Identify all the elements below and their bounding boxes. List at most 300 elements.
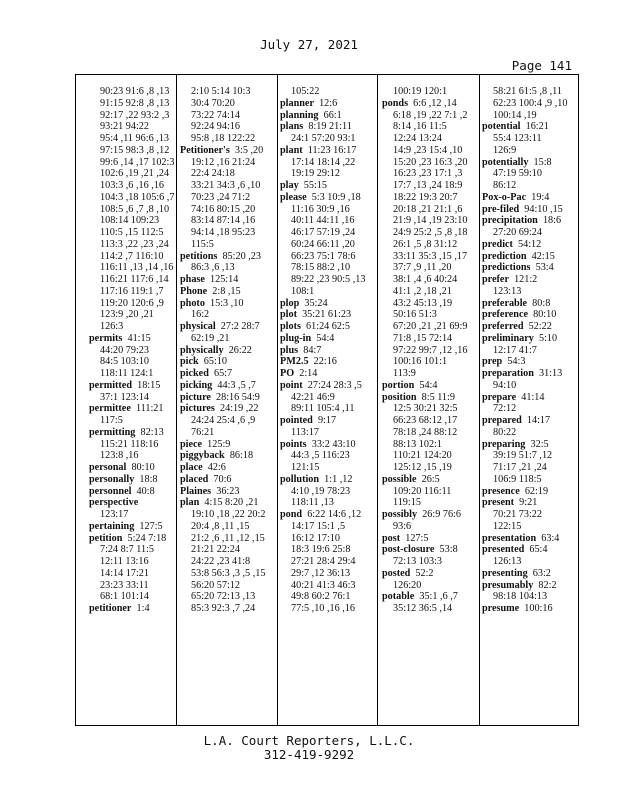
index-continuation: 126:13 bbox=[493, 556, 522, 567]
index-headword bbox=[180, 462, 277, 474]
index-headword bbox=[280, 356, 377, 368]
index-headword bbox=[280, 380, 377, 392]
page-line-ref: 44:3 ,5 ,7 bbox=[212, 379, 256, 391]
page-line-ref: 65:7 bbox=[208, 368, 233, 379]
page-line-ref: 80:10 bbox=[126, 462, 155, 473]
index-continuation: 74:16 80:15 ,20 bbox=[191, 203, 256, 215]
page-line-ref: 61:24 62:5 bbox=[300, 321, 350, 332]
page-line-ref: 26:5 bbox=[416, 473, 440, 485]
headword-term: presume bbox=[482, 603, 520, 614]
page-line-ref: 127:5 bbox=[400, 532, 429, 544]
index-continuation: 94:10 bbox=[493, 379, 517, 391]
index-continuation: 92:17 ,22 93:2 ,3 bbox=[100, 109, 170, 121]
index-headword bbox=[382, 544, 479, 556]
index-continuation: 84:5 103:10 bbox=[100, 356, 149, 368]
index-continuation: 12:17 41:7 bbox=[493, 344, 537, 356]
headword-term: position bbox=[382, 391, 417, 403]
headword-term: predictions bbox=[482, 262, 531, 274]
page-line-ref: 28:16 54:9 bbox=[210, 391, 260, 403]
index-headword bbox=[482, 121, 580, 133]
index-continuation: 78:15 88:2 ,10 bbox=[291, 262, 351, 274]
index-headword bbox=[482, 368, 580, 380]
index-continuation: 80:22 bbox=[493, 426, 517, 438]
index-continuation: 58:21 61:5 ,8 ,11 bbox=[493, 86, 562, 97]
index-headword bbox=[180, 274, 277, 286]
index-continuation: 86:12 bbox=[493, 180, 517, 191]
headword-term: presence bbox=[482, 485, 520, 497]
index-headword bbox=[280, 121, 377, 133]
index-column-3 bbox=[277, 75, 377, 725]
headword-term: please bbox=[280, 191, 307, 203]
index-continuation: 85:3 92:3 ,7 ,24 bbox=[191, 603, 256, 614]
index-continuation: 37:1 123:14 bbox=[100, 391, 149, 403]
page-line-ref: 36:23 bbox=[211, 485, 240, 497]
index-headword bbox=[280, 180, 377, 192]
headword-term: PM2.5 bbox=[280, 356, 309, 368]
page-line-ref: 18:8 bbox=[134, 473, 158, 485]
headword-term: potable bbox=[382, 591, 415, 603]
headword-term: ponds bbox=[382, 97, 409, 109]
page-line-ref: 35:21 61:23 bbox=[296, 309, 352, 321]
page-line-ref: 4:15 8:20 ,21 bbox=[199, 497, 259, 509]
index-continuation: 83:14 87:14 ,16 bbox=[191, 215, 256, 227]
index-headword bbox=[280, 439, 377, 451]
headword-term: predict bbox=[482, 238, 513, 250]
index-continuation: 33:21 34:3 ,6 ,10 bbox=[191, 180, 261, 191]
headword-term: play bbox=[280, 180, 299, 191]
index-column-1 bbox=[76, 75, 176, 725]
index-continuation: 71:17 ,21 ,24 bbox=[493, 462, 547, 473]
index-continuation: 21:21 22:24 bbox=[191, 544, 240, 556]
page-line-ref: 84:7 bbox=[298, 344, 322, 356]
page-line-ref: 42:15 bbox=[526, 250, 555, 262]
index-continuation: 95:4 ,11 96:6 ,13 bbox=[100, 133, 169, 144]
index-column-5 bbox=[479, 75, 580, 725]
page-line-ref: 80:10 bbox=[528, 309, 557, 321]
page-line-ref: 33:2 43:10 bbox=[306, 438, 356, 450]
page-line-ref: 35:24 bbox=[299, 297, 328, 309]
index-continuation: 93:21 94:22 bbox=[100, 121, 149, 133]
page-line-ref: 14:17 bbox=[521, 415, 551, 426]
index-continuation: 42:21 46:9 bbox=[291, 391, 335, 403]
index-headword bbox=[482, 157, 580, 169]
headword-term: presenting bbox=[482, 567, 528, 579]
index-headword bbox=[382, 392, 479, 404]
index-continuation: 14:9 ,23 15:4 ,10 bbox=[393, 144, 463, 156]
index-headword bbox=[280, 98, 377, 110]
page-line-ref: 82:13 bbox=[135, 426, 164, 438]
headword-term: permittee bbox=[89, 403, 131, 415]
headword-term: petitioner bbox=[89, 603, 132, 614]
index-continuation: 119:15 bbox=[393, 497, 421, 509]
headword-term: piece bbox=[180, 438, 203, 450]
headword-term: preparation bbox=[482, 368, 534, 379]
headword-term: prediction bbox=[482, 250, 527, 262]
index-continuation: 22:4 24:18 bbox=[191, 168, 235, 180]
headword-term: prepare bbox=[482, 391, 517, 403]
index-continuation: 4:10 ,19 78:23 bbox=[291, 485, 351, 497]
index-headword bbox=[482, 603, 580, 615]
index-continuation: 126:3 bbox=[100, 321, 124, 332]
index-headword bbox=[382, 591, 479, 603]
index-continuation: 2:10 5:14 10:3 bbox=[191, 86, 251, 97]
headword-term: perspective bbox=[89, 497, 139, 509]
index-continuation: 67:20 ,21 ,21 69:9 bbox=[393, 321, 468, 332]
page-line-ref: 35:1 ,6 ,7 bbox=[414, 591, 458, 603]
index-continuation: 6:18 ,19 ,22 7:1 ,2 bbox=[393, 109, 468, 121]
index-continuation: 71:8 ,15 72:14 bbox=[393, 332, 453, 344]
page-line-ref: 55:15 bbox=[298, 180, 327, 191]
index-continuation: 19:12 ,16 21:24 bbox=[191, 156, 256, 168]
index-headword bbox=[280, 110, 377, 122]
page-line-ref: 8:19 21:11 bbox=[303, 121, 352, 133]
page-line-ref: 82:2 bbox=[533, 579, 557, 591]
index-continuation: 26:1 ,5 ,8 31:12 bbox=[393, 238, 458, 250]
header-date: July 27, 2021 bbox=[260, 37, 358, 52]
headword-term: picking bbox=[180, 379, 213, 391]
page-line-ref: 15:3 ,10 bbox=[204, 297, 244, 309]
page-line-ref: 18:6 bbox=[537, 215, 562, 227]
index-continuation: 108:14 109:23 bbox=[100, 215, 160, 227]
headword-term: personnel bbox=[89, 485, 132, 497]
index-headword bbox=[482, 321, 580, 333]
index-continuation: 44:20 79:23 bbox=[100, 344, 149, 356]
headword-term: plans bbox=[280, 121, 304, 133]
index-headword bbox=[482, 333, 580, 345]
headword-term: preference bbox=[482, 309, 529, 321]
index-continuation: 89:22 ,23 90:5 ,13 bbox=[291, 274, 366, 285]
index-continuation: 35:12 36:5 ,14 bbox=[393, 603, 453, 614]
headword-term: plant bbox=[280, 144, 303, 156]
page-line-ref: 6:22 14:6 ,12 bbox=[302, 509, 362, 520]
page-number: Page 141 bbox=[511, 58, 572, 73]
page-line-ref: 63:2 bbox=[527, 567, 551, 579]
index-continuation: 12:24 13:24 bbox=[393, 133, 442, 144]
index-continuation: 56:20 57:12 bbox=[191, 579, 240, 591]
index-continuation: 117:16 119:1 ,7 bbox=[100, 285, 164, 297]
index-continuation: 122:15 bbox=[493, 520, 522, 532]
page-line-ref: 5:10 bbox=[533, 332, 558, 344]
index-continuation: 41:1 ,2 ,18 ,21 bbox=[393, 285, 452, 297]
headword-term: plot bbox=[280, 309, 297, 321]
index-continuation: 92:24 94:16 bbox=[191, 121, 240, 133]
headword-term: points bbox=[280, 438, 307, 450]
page-line-ref: 5:3 10:9 ,18 bbox=[306, 191, 361, 203]
index-headword bbox=[89, 427, 176, 439]
index-continuation: 23:23 33:11 bbox=[100, 579, 149, 591]
headword-term: permitting bbox=[89, 426, 136, 438]
page-line-ref: 52:22 bbox=[523, 321, 552, 332]
headword-term: Phone bbox=[180, 285, 208, 297]
index-frame bbox=[75, 74, 579, 726]
headword-term: presentation bbox=[482, 532, 537, 544]
index-continuation: 38:1 ,4 ,6 40:24 bbox=[393, 274, 458, 285]
page-line-ref: 54:12 bbox=[512, 238, 542, 250]
page-line-ref: 12:6 bbox=[313, 97, 338, 109]
index-headword bbox=[482, 239, 580, 251]
index-continuation: 113:9 bbox=[393, 368, 416, 379]
index-continuation: 65:20 72:13 ,13 bbox=[191, 591, 256, 603]
index-continuation: 78:18 ,24 88:12 bbox=[393, 426, 458, 438]
index-continuation: 76:21 bbox=[191, 426, 215, 438]
page-line-ref: 62:19 bbox=[519, 485, 549, 497]
index-headword bbox=[180, 145, 277, 157]
page-line-ref: 54:3 bbox=[502, 356, 526, 368]
page-line-ref: 27:2 28:7 bbox=[215, 321, 260, 332]
index-continuation: 62:19 ,21 bbox=[191, 332, 230, 344]
headword-term: planning bbox=[280, 109, 319, 121]
index-headword bbox=[482, 204, 580, 216]
headword-term: permitted bbox=[89, 379, 132, 391]
index-continuation: 115:5 bbox=[191, 238, 214, 250]
index-continuation: 55:4 123:11 bbox=[493, 133, 542, 144]
footer-company: L.A. Court Reporters, L.L.C. bbox=[203, 733, 415, 748]
index-headword bbox=[482, 251, 580, 263]
headword-term: posted bbox=[382, 567, 411, 579]
index-continuation: 16:23 ,23 17:1 ,3 bbox=[393, 168, 463, 180]
headword-term: pictures bbox=[180, 403, 215, 415]
page-line-ref: 42:6 bbox=[202, 462, 226, 473]
footer-phone: 312-419-9292 bbox=[263, 747, 355, 762]
index-headword bbox=[89, 462, 176, 474]
index-continuation: 12:5 30:21 32:5 bbox=[393, 403, 458, 415]
headword-term: Petitioner's bbox=[180, 144, 230, 156]
page-line-ref: 70:6 bbox=[208, 473, 232, 485]
index-headword bbox=[482, 568, 580, 580]
headword-term: plug-in bbox=[280, 332, 312, 344]
index-continuation: 40:21 41:3 46:3 bbox=[291, 579, 356, 591]
page-line-ref: 32:5 bbox=[525, 438, 549, 450]
index-headword bbox=[89, 497, 176, 509]
page-line-ref: 65:4 bbox=[524, 544, 548, 556]
page-line-ref: 11:23 16:17 bbox=[302, 144, 357, 156]
index-headword bbox=[280, 345, 377, 357]
index-headword bbox=[280, 368, 377, 380]
index-headword bbox=[280, 309, 377, 321]
index-continuation: 17:7 ,13 ,24 18:9 bbox=[393, 180, 463, 191]
index-continuation: 98:18 104:13 bbox=[493, 591, 548, 603]
index-headword bbox=[180, 368, 277, 380]
page-line-ref: 8:5 11:9 bbox=[416, 391, 455, 403]
headword-term: physical bbox=[180, 321, 216, 332]
headword-term: permits bbox=[89, 332, 123, 344]
index-continuation: 70:21 73:22 bbox=[493, 509, 542, 520]
index-continuation: 27:21 28:4 29:4 bbox=[291, 556, 356, 567]
index-continuation: 66:23 75:1 78:6 bbox=[291, 250, 356, 262]
index-continuation: 21:9 ,14 ,19 23:10 bbox=[393, 215, 468, 227]
index-continuation: 100:14 ,19 bbox=[493, 109, 537, 121]
index-headword bbox=[89, 380, 176, 392]
index-headword bbox=[180, 497, 277, 509]
index-headword bbox=[482, 533, 580, 545]
headword-term: pick bbox=[180, 356, 199, 368]
index-continuation: 116:11 ,13 ,14 ,16 bbox=[100, 262, 174, 274]
index-continuation: 21:2 ,6 ,11 ,12 ,15 bbox=[191, 532, 265, 544]
index-continuation: 39:19 51:7 ,12 bbox=[493, 450, 553, 462]
index-headword bbox=[180, 403, 277, 415]
index-headword bbox=[89, 403, 176, 415]
page-line-ref: 1:1 ,12 bbox=[319, 473, 353, 485]
headword-term: pond bbox=[280, 509, 303, 520]
headword-term: point bbox=[280, 379, 303, 391]
index-continuation: 88:13 102:1 bbox=[393, 438, 442, 450]
page-line-ref: 54:4 bbox=[414, 379, 438, 391]
index-continuation: 93:6 bbox=[393, 520, 412, 532]
index-headword bbox=[482, 544, 580, 556]
headword-term: preliminary bbox=[482, 332, 534, 344]
index-continuation: 60:24 66:11 ,20 bbox=[291, 238, 355, 250]
index-continuation: 90:23 91:6 ,8 ,13 bbox=[100, 86, 170, 97]
index-continuation: 29:7 ,12 36:13 bbox=[291, 567, 351, 579]
index-continuation: 14:17 15:1 ,5 bbox=[291, 520, 346, 532]
index-headword bbox=[382, 98, 479, 110]
index-continuation: 110:21 124:20 bbox=[393, 450, 452, 462]
headword-term: potentially bbox=[482, 156, 529, 168]
index-continuation: 115:21 118:16 bbox=[100, 438, 159, 450]
index-continuation: 11:16 30:9 ,16 bbox=[291, 203, 350, 215]
index-continuation: 70:23 ,24 71:2 bbox=[191, 191, 251, 203]
headword-term: Pox-o-Pac bbox=[482, 191, 527, 203]
index-headword bbox=[382, 568, 479, 580]
page-line-ref: 125:9 bbox=[202, 438, 231, 450]
index-continuation: 53:8 56:3 ,3 ,5 ,15 bbox=[191, 567, 266, 579]
index-continuation: 49:8 60:2 76:1 bbox=[291, 591, 351, 603]
page-line-ref: 63:4 bbox=[536, 532, 560, 544]
index-headword bbox=[482, 580, 580, 592]
index-continuation: 100:16 101:1 bbox=[393, 356, 448, 368]
index-continuation: 37:7 ,9 ,11 ,20 bbox=[393, 262, 452, 274]
headword-term: pertaining bbox=[89, 520, 135, 532]
index-headword bbox=[482, 392, 580, 404]
headword-term: plots bbox=[280, 321, 301, 332]
index-headword bbox=[382, 474, 479, 486]
index-continuation: 116:21 117:6 ,14 bbox=[100, 274, 169, 285]
index-continuation: 119:20 120:6 ,9 bbox=[100, 297, 164, 309]
index-continuation: 123:8 ,16 bbox=[100, 450, 139, 462]
index-continuation: 106:9 118:5 bbox=[493, 473, 542, 485]
page-line-ref: 52:2 bbox=[410, 567, 434, 579]
index-headword bbox=[180, 251, 277, 263]
page-line-ref: 80:8 bbox=[527, 297, 551, 309]
index-continuation: 14:14 17:21 bbox=[100, 567, 149, 579]
index-continuation: 105:22 bbox=[291, 86, 320, 97]
page-line-ref: 24:19 ,22 bbox=[214, 403, 259, 415]
index-headword bbox=[382, 509, 479, 521]
index-continuation: 123:9 ,20 ,21 bbox=[100, 309, 154, 321]
headword-term: present bbox=[482, 497, 515, 509]
index-headword bbox=[482, 262, 580, 274]
headword-term: pointed bbox=[280, 415, 313, 426]
index-headword bbox=[280, 321, 377, 333]
headword-term: pollution bbox=[280, 473, 320, 485]
index-continuation: 104:3 ,18 105:6 ,7 bbox=[100, 191, 175, 203]
page-line-ref: 53:4 bbox=[530, 262, 554, 274]
index-continuation: 50:16 51:3 bbox=[393, 309, 437, 321]
page-line-ref: 2:8 ,15 bbox=[207, 285, 241, 297]
page-line-ref: 53:8 bbox=[434, 544, 458, 556]
index-continuation: 16:2 bbox=[191, 309, 210, 321]
index-headword bbox=[382, 380, 479, 392]
index-continuation: 15:20 ,23 16:3 ,20 bbox=[393, 156, 468, 168]
headword-term: possible bbox=[382, 473, 417, 485]
headword-term: prepared bbox=[482, 415, 522, 426]
headword-term: plus bbox=[280, 344, 299, 356]
index-continuation: 40:11 44:11 ,16 bbox=[291, 215, 355, 227]
index-continuation: 99:6 ,14 ,17 102:3 bbox=[100, 156, 175, 168]
headword-term: personal bbox=[89, 462, 127, 473]
page-line-ref: 6:6 ,12 ,14 bbox=[408, 97, 457, 109]
index-continuation: 68:1 101:14 bbox=[100, 591, 149, 603]
index-headword bbox=[180, 298, 277, 310]
index-continuation: 44:3 ,5 116:23 bbox=[291, 450, 350, 462]
index-headword bbox=[482, 486, 580, 498]
page-line-ref: 86:18 bbox=[224, 450, 254, 462]
index-headword bbox=[482, 215, 580, 227]
index-headword bbox=[180, 356, 277, 368]
index-continuation: 20:18 ,21 21:1 ,6 bbox=[393, 203, 463, 215]
page-line-ref: 40:8 bbox=[131, 485, 155, 497]
index-continuation: 86:3 ,6 ,13 bbox=[191, 262, 235, 274]
index-continuation: 113:3 ,22 ,23 ,24 bbox=[100, 238, 169, 250]
page-line-ref: 27:24 28:3 ,5 bbox=[302, 379, 362, 391]
index-headword bbox=[280, 333, 377, 345]
page-line-ref: 41:15 bbox=[122, 332, 151, 344]
index-continuation: 102:6 ,19 ,21 ,24 bbox=[100, 168, 170, 180]
index-continuation: 7:24 8:7 11:5 bbox=[100, 544, 154, 556]
index-headword bbox=[180, 439, 277, 451]
headword-term: plop bbox=[280, 297, 300, 309]
index-headword bbox=[89, 533, 176, 545]
index-continuation: 97:22 99:7 ,12 ,16 bbox=[393, 344, 468, 356]
index-continuation: 126:20 bbox=[393, 579, 422, 591]
index-continuation: 62:23 100:4 ,9 ,10 bbox=[493, 97, 568, 109]
index-continuation: 43:2 45:13 ,19 bbox=[393, 297, 453, 309]
headword-term: preferable bbox=[482, 297, 528, 309]
index-continuation: 18:22 19:3 20:7 bbox=[393, 191, 458, 203]
headword-term: Plaines bbox=[180, 485, 212, 497]
page-line-ref: 121:2 bbox=[508, 274, 538, 285]
index-continuation: 118:11 124:1 bbox=[100, 368, 154, 379]
index-continuation: 113:17 bbox=[291, 426, 319, 438]
index-headword bbox=[280, 145, 377, 157]
index-column-2 bbox=[176, 75, 277, 725]
index-continuation: 72:12 bbox=[493, 403, 517, 415]
index-continuation: 19:19 29:12 bbox=[291, 168, 340, 180]
headword-term: plan bbox=[180, 497, 200, 509]
index-headword bbox=[180, 486, 277, 498]
headword-term: photo bbox=[180, 297, 205, 309]
index-continuation: 66:23 68:12 ,17 bbox=[393, 415, 458, 426]
headword-term: presumably bbox=[482, 579, 534, 591]
headword-term: picked bbox=[180, 368, 209, 379]
index-headword bbox=[482, 439, 580, 451]
headword-term: prefer bbox=[482, 274, 509, 285]
headword-term: place bbox=[180, 462, 203, 473]
page-line-ref: 127:5 bbox=[134, 520, 163, 532]
headword-term: prep bbox=[482, 356, 503, 368]
page-line-ref: 26:9 76:6 bbox=[417, 509, 461, 520]
index-continuation: 117:5 bbox=[100, 415, 123, 426]
index-headword bbox=[482, 274, 580, 286]
index-headword bbox=[482, 415, 580, 427]
headword-term: possibly bbox=[382, 509, 418, 520]
index-continuation: 24:9 25:2 ,5 ,8 ,18 bbox=[393, 227, 468, 238]
page-line-ref: 2:14 bbox=[294, 368, 318, 379]
headword-term: post-closure bbox=[382, 544, 435, 556]
headword-term: picture bbox=[180, 391, 211, 403]
index-headword bbox=[280, 474, 377, 486]
page-line-ref: 66:1 bbox=[318, 109, 342, 121]
